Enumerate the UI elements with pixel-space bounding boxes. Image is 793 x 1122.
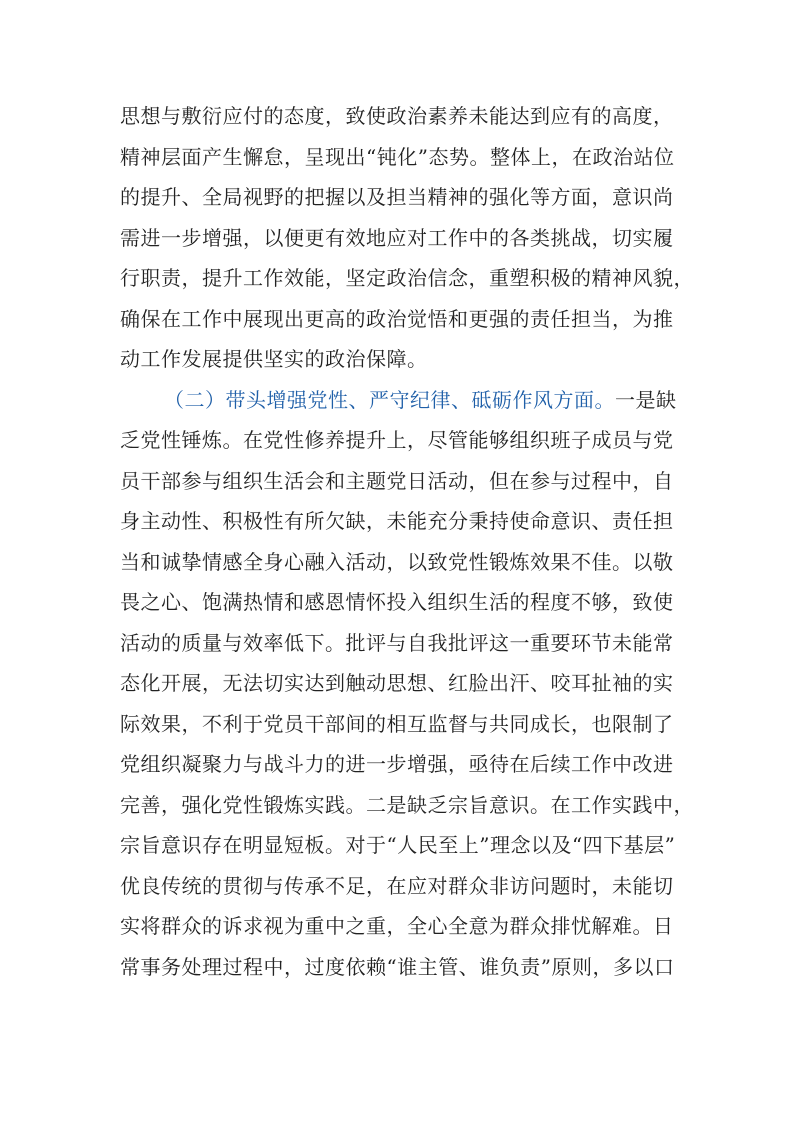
document-body [120, 96, 694, 987]
text-line: 乏党性锤炼。在党性修养提升上，尽管能够组织班子成员与党 [120, 428, 674, 452]
section-heading-line [120, 380, 677, 421]
text-line: 宗旨意识存在明显短板。对于“人民至上”理念以及“四下基层” [120, 833, 676, 857]
text-line: 员干部参与组织生活会和主题党日活动，但在参与过程中，自 [120, 468, 674, 493]
text-line: 优良传统的贯彻与传承不足，在应对群众非访问题时，未能切 [120, 873, 674, 898]
text-line: 确保在工作中展现出更高的政治觉悟和更强的责任担当，为推 [120, 306, 674, 331]
text-line: 完善，强化党性锻炼实践。二是缺乏宗旨意识。在工作实践中， [120, 792, 694, 817]
section-heading: （二）带头增强党性、严守纪律、砥砺作风方面。 [164, 387, 615, 412]
text-run: 一是缺 [615, 387, 677, 412]
text-line: 的提升、全局视野的把握以及担当精神的强化等方面，意识尚 [120, 185, 674, 209]
text-line: 需进一步增强，以便更有效地应对工作中的各类挑战，切实履 [120, 225, 674, 250]
text-line: 常事务处理过程中，过度依赖“谁主管、谁负责”原则，多以口 [120, 954, 675, 979]
text-line: 身主动性、积极性有所欠缺，未能充分秉持使命意识、责任担 [120, 509, 674, 533]
text-line: 党组织凝聚力与战斗力的进一步增强，亟待在后续工作中改进 [120, 752, 674, 776]
paragraph-1 [120, 96, 694, 380]
paragraph-2 [120, 380, 694, 988]
text-line: 思想与敷衍应付的态度，致使政治素养未能达到应有的高度， [120, 104, 674, 128]
text-line: 实将群众的诉求视为重中之重，全心全意为群众排忧解难。日 [120, 914, 674, 938]
text-line: 畏之心、饱满热情和感恩情怀投入组织生活的程度不够，致使 [120, 590, 674, 614]
text-line: 行职责，提升工作效能，坚定政治信念，重塑积极的精神风貌， [120, 266, 694, 290]
text-line: 态化开展，无法切实达到触动思想、红脸出汗、咬耳扯袖的实 [120, 671, 674, 695]
text-line: 活动的质量与效率低下。批评与自我批评这一重要环节未能常 [120, 630, 674, 655]
text-line: 际效果，不利于党员干部间的相互监督与共同成长，也限制了 [120, 711, 674, 736]
text-line: 精神层面产生懈怠，呈现出“钝化”态势。整体上，在政治站位 [120, 144, 675, 169]
text-line: 动工作发展提供坚实的政治保障。 [120, 347, 428, 371]
text-line: 当和诚挚情感全身心融入活动，以致党性锻炼效果不佳。以敬 [120, 549, 674, 574]
